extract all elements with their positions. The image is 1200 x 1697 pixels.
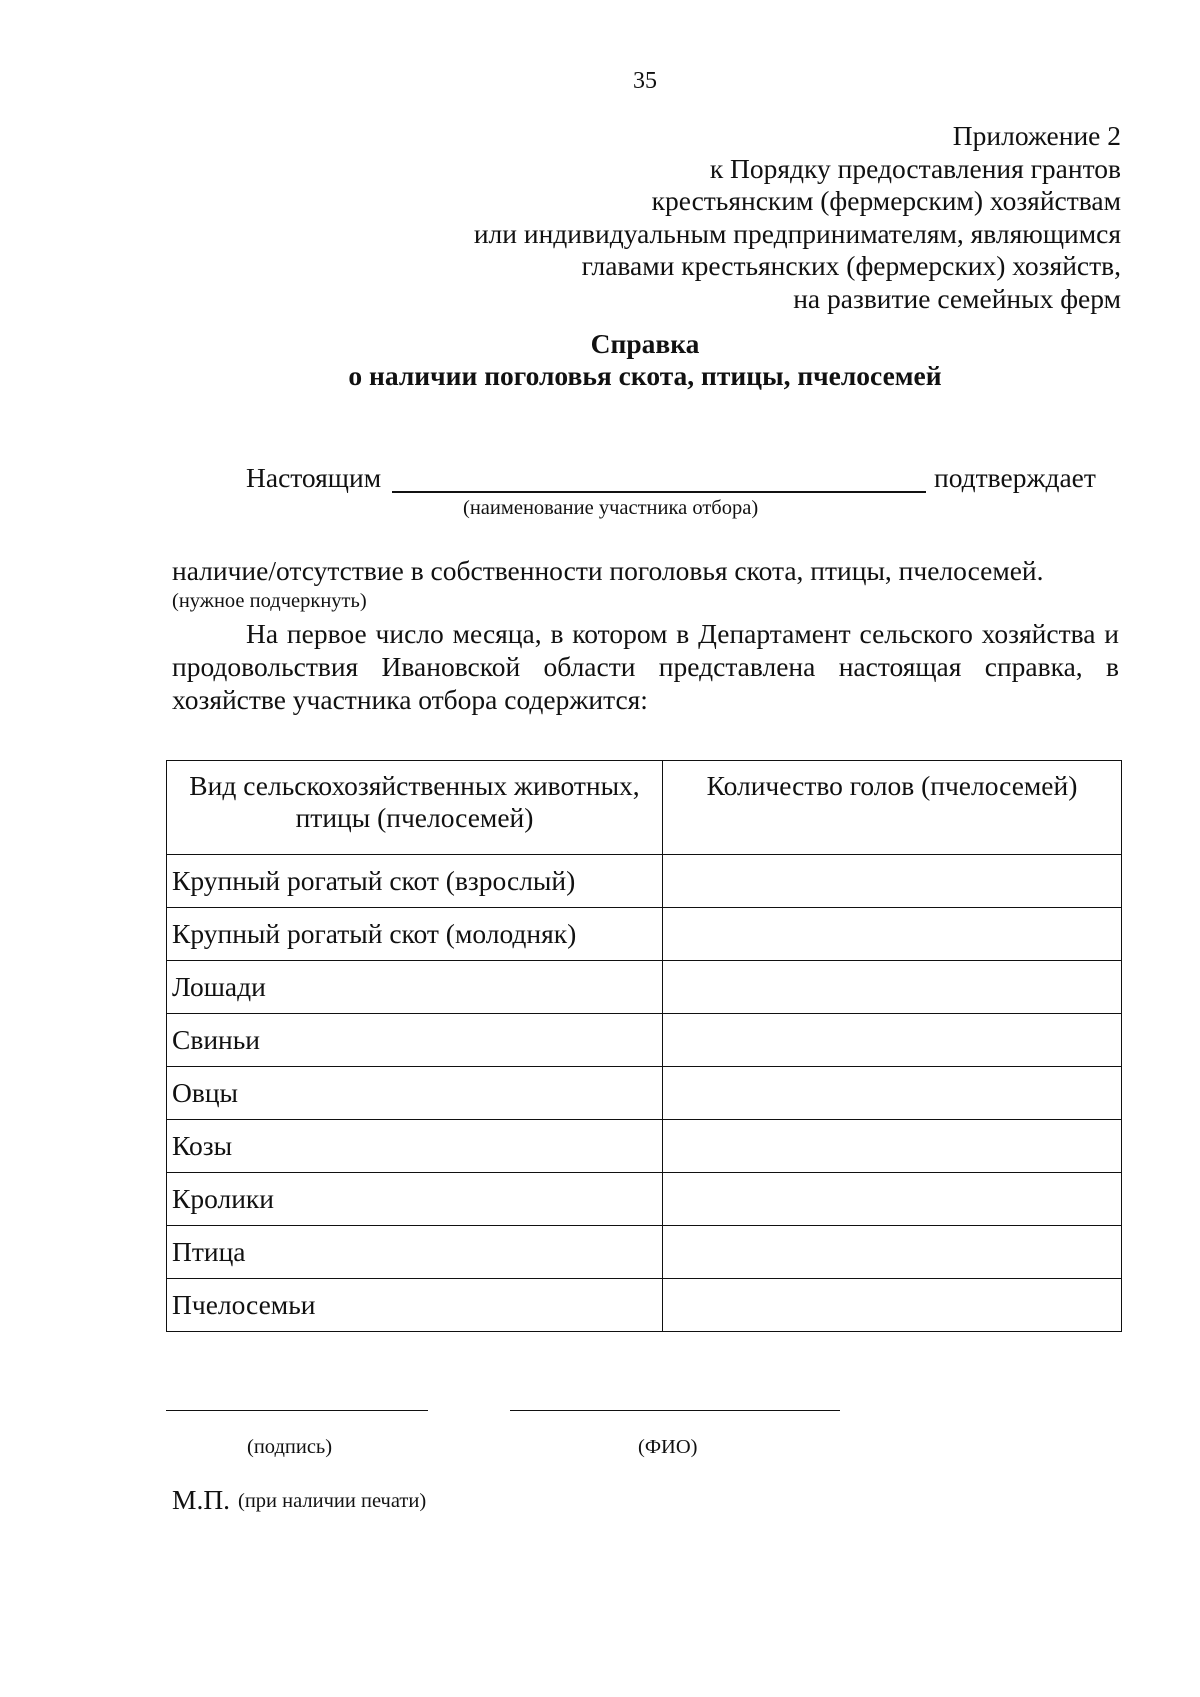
header-kind: Вид сельскохозяйственных животных, птицы (пчелосемей) (167, 761, 663, 855)
livestock-count-cell[interactable] (663, 908, 1122, 961)
table-row (167, 1014, 1122, 1067)
table-row (167, 855, 1122, 908)
confirmation-suffix: подтверждает (934, 462, 1096, 493)
table-row (167, 1173, 1122, 1226)
appendix-line: крестьянским (фермерским) хозяйствам (651, 185, 1121, 216)
appendix-line: Приложение 2 (952, 120, 1121, 151)
seal-label: М.П. (172, 1484, 231, 1515)
livestock-kind: Свиньи (167, 1014, 663, 1067)
appendix-line: главами крестьянских (фермерских) хозяйств, (581, 250, 1121, 281)
livestock-count-cell[interactable] (663, 961, 1122, 1014)
underline-hint: (нужное подчеркнуть) (172, 590, 367, 612)
livestock-kind: Козы (167, 1120, 663, 1173)
livestock-kind: Пчелосемьи (167, 1279, 663, 1332)
intro-paragraph: На первое число месяца, в котором в Департамент сельского хозяйства и продовольствия Ивановской области представлена настоящая справка, в хозяйстве участника отбора содержится: (172, 618, 1119, 715)
page-number: 35 (633, 68, 657, 94)
livestock-count-cell[interactable] (663, 855, 1122, 908)
livestock-kind: Овцы (167, 1067, 663, 1120)
signature-field[interactable] (166, 1410, 428, 1411)
presence-statement: наличие/отсутствие в собственности поголовья скота, птицы, пчелосемей. (172, 555, 1044, 586)
table-row (167, 908, 1122, 961)
livestock-kind: Крупный рогатый скот (молодняк) (167, 908, 663, 961)
appendix-block (474, 120, 1121, 315)
full-name-field[interactable] (510, 1410, 840, 1411)
appendix-line: или индивидуальным предпринимателям, являющимся (473, 217, 1121, 249)
livestock-kind: Кролики (167, 1173, 663, 1226)
table-row (167, 1120, 1122, 1173)
appendix-line: к Порядку предоставления грантов (709, 152, 1121, 184)
livestock-count-cell[interactable] (663, 1173, 1122, 1226)
participant-name-field[interactable] (392, 491, 926, 493)
document-subtitle: о наличии поголовья скота, птицы, пчелосемей (348, 360, 942, 391)
table-row (167, 1067, 1122, 1120)
header-count: Количество голов (пчелосемей) (663, 761, 1122, 855)
livestock-count-cell[interactable] (663, 1067, 1122, 1120)
table-header-row (167, 761, 1122, 855)
livestock-kind: Птица (167, 1226, 663, 1279)
livestock-count-cell[interactable] (663, 1014, 1122, 1067)
livestock-table (166, 760, 1122, 1332)
table-row (167, 1279, 1122, 1332)
table-row (167, 1226, 1122, 1279)
livestock-count-cell[interactable] (663, 1226, 1122, 1279)
full-name-hint: (ФИО) (638, 1436, 698, 1458)
livestock-count-cell[interactable] (663, 1279, 1122, 1332)
document-title: Справка (590, 328, 700, 359)
livestock-count-cell[interactable] (663, 1120, 1122, 1173)
confirmation-prefix: Настоящим (246, 462, 382, 493)
livestock-kind: Лошади (167, 961, 663, 1014)
livestock-kind: Крупный рогатый скот (взрослый) (167, 855, 663, 908)
seal-hint: (при наличии печати) (238, 1490, 427, 1512)
participant-name-hint: (наименование участника отбора) (463, 497, 759, 519)
signature-hint: (подпись) (247, 1436, 333, 1458)
appendix-line: на развитие семейных ферм (793, 282, 1121, 314)
table-row (167, 961, 1122, 1014)
